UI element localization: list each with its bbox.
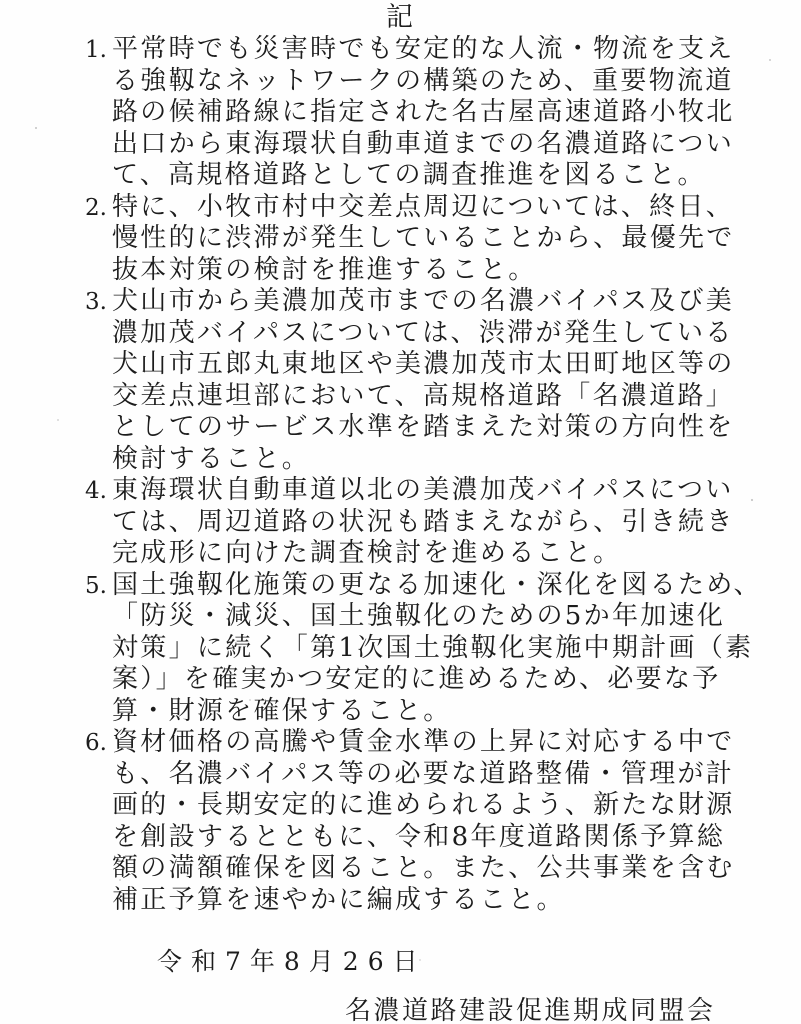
text-line: 算・財源を確保すること。 (112, 695, 452, 726)
text-line: 抜本対策の検討を推進すること。 (112, 254, 537, 285)
text-line: 特に、小牧市村中交差点周辺については、終日、 (112, 191, 735, 222)
text-line: 「防災・減災、国土強靱化のための5か年加速化 (112, 601, 726, 631)
list-item (85, 475, 801, 570)
text-line: 案）」を確実かつ安定的に進めるため、必要な予 (112, 664, 721, 694)
text-line: 平常時でも災害時でも安定的な人流・物流を支え (112, 34, 735, 64)
item-text (112, 727, 801, 916)
item-number: 6. (85, 730, 107, 756)
text-line: 補正予算を速やかに編成すること。 (112, 884, 565, 915)
text-line: る強靱なネットワークの構築のため、重要物流道 (112, 65, 734, 96)
text-line: 対策」に続く「第1次国土強靱化実施中期計画（素 (112, 632, 754, 663)
item-number: 2. (85, 194, 107, 221)
text-line: ては、周辺道路の状況も踏まえながら、引き続き (112, 506, 735, 537)
text-line: 資材価格の高騰や賃金水準の上昇に対応する中で (112, 727, 735, 757)
item-number: 3. (85, 289, 107, 315)
text-line: 交差点連坦部において、高規格道路「名濃道路」 (112, 380, 735, 411)
item-number: 5. (85, 572, 107, 599)
text-line: 犬山市五郎丸東地区や美濃加茂市太田町地区等の (112, 349, 735, 379)
text-line: 検討すること。 (112, 443, 311, 474)
text-line: 東海環状自動車道以北の美濃加茂バイパスについ (112, 475, 734, 505)
item-number: 1. (85, 37, 107, 63)
text-line: 国土強靱化施策の更なる加速化・深化を図るため、 (112, 569, 762, 600)
memo-heading: 記 (386, 2, 415, 33)
list-item (85, 570, 801, 728)
item-text (112, 570, 801, 728)
list-item (85, 286, 801, 475)
item-text (112, 34, 801, 192)
text-line: 出口から東海環状自動車道までの名濃道路につい (112, 128, 735, 159)
list-item (85, 727, 801, 916)
item-number: 4. (85, 478, 107, 504)
text-line: 額の満額確保を図ること。また、公共事業を含む (112, 853, 735, 883)
item-text (112, 286, 801, 475)
text-line: 犬山市から美濃加茂市までの名濃バイパス及び美 (112, 286, 735, 316)
text-line: 路の候補路線に指定された名古屋高速道路小牧北 (112, 97, 735, 127)
document-date: 令和7年8月26日 (157, 947, 427, 976)
item-text (112, 192, 801, 287)
text-line: 画的・長期安定的に進められるよう、新たな財源 (112, 790, 735, 820)
text-line: 濃加茂バイパスについては、渋滞が発生している (112, 317, 734, 348)
issuing-organization: 名濃道路建設促進期成同盟会 (345, 996, 716, 1024)
text-line: としてのサービス水準を踏まえた対策の方向性を (112, 412, 735, 442)
text-line: を創設するとともに、令和8年度道路関係予算総 (112, 821, 726, 852)
list-item (85, 34, 801, 192)
text-line: も、名濃バイパス等の必要な道路整備・管理が計 (112, 758, 735, 789)
item-text (112, 475, 801, 570)
text-line: 慢性的に渋滞が発生していることから、最優先で (112, 223, 735, 253)
text-line: て、高規格道路としての調査推進を図ること。 (112, 160, 706, 190)
text-line: 完成形に向けた調査検討を進めること。 (112, 538, 622, 568)
demand-list (0, 34, 801, 916)
list-item (85, 192, 801, 287)
